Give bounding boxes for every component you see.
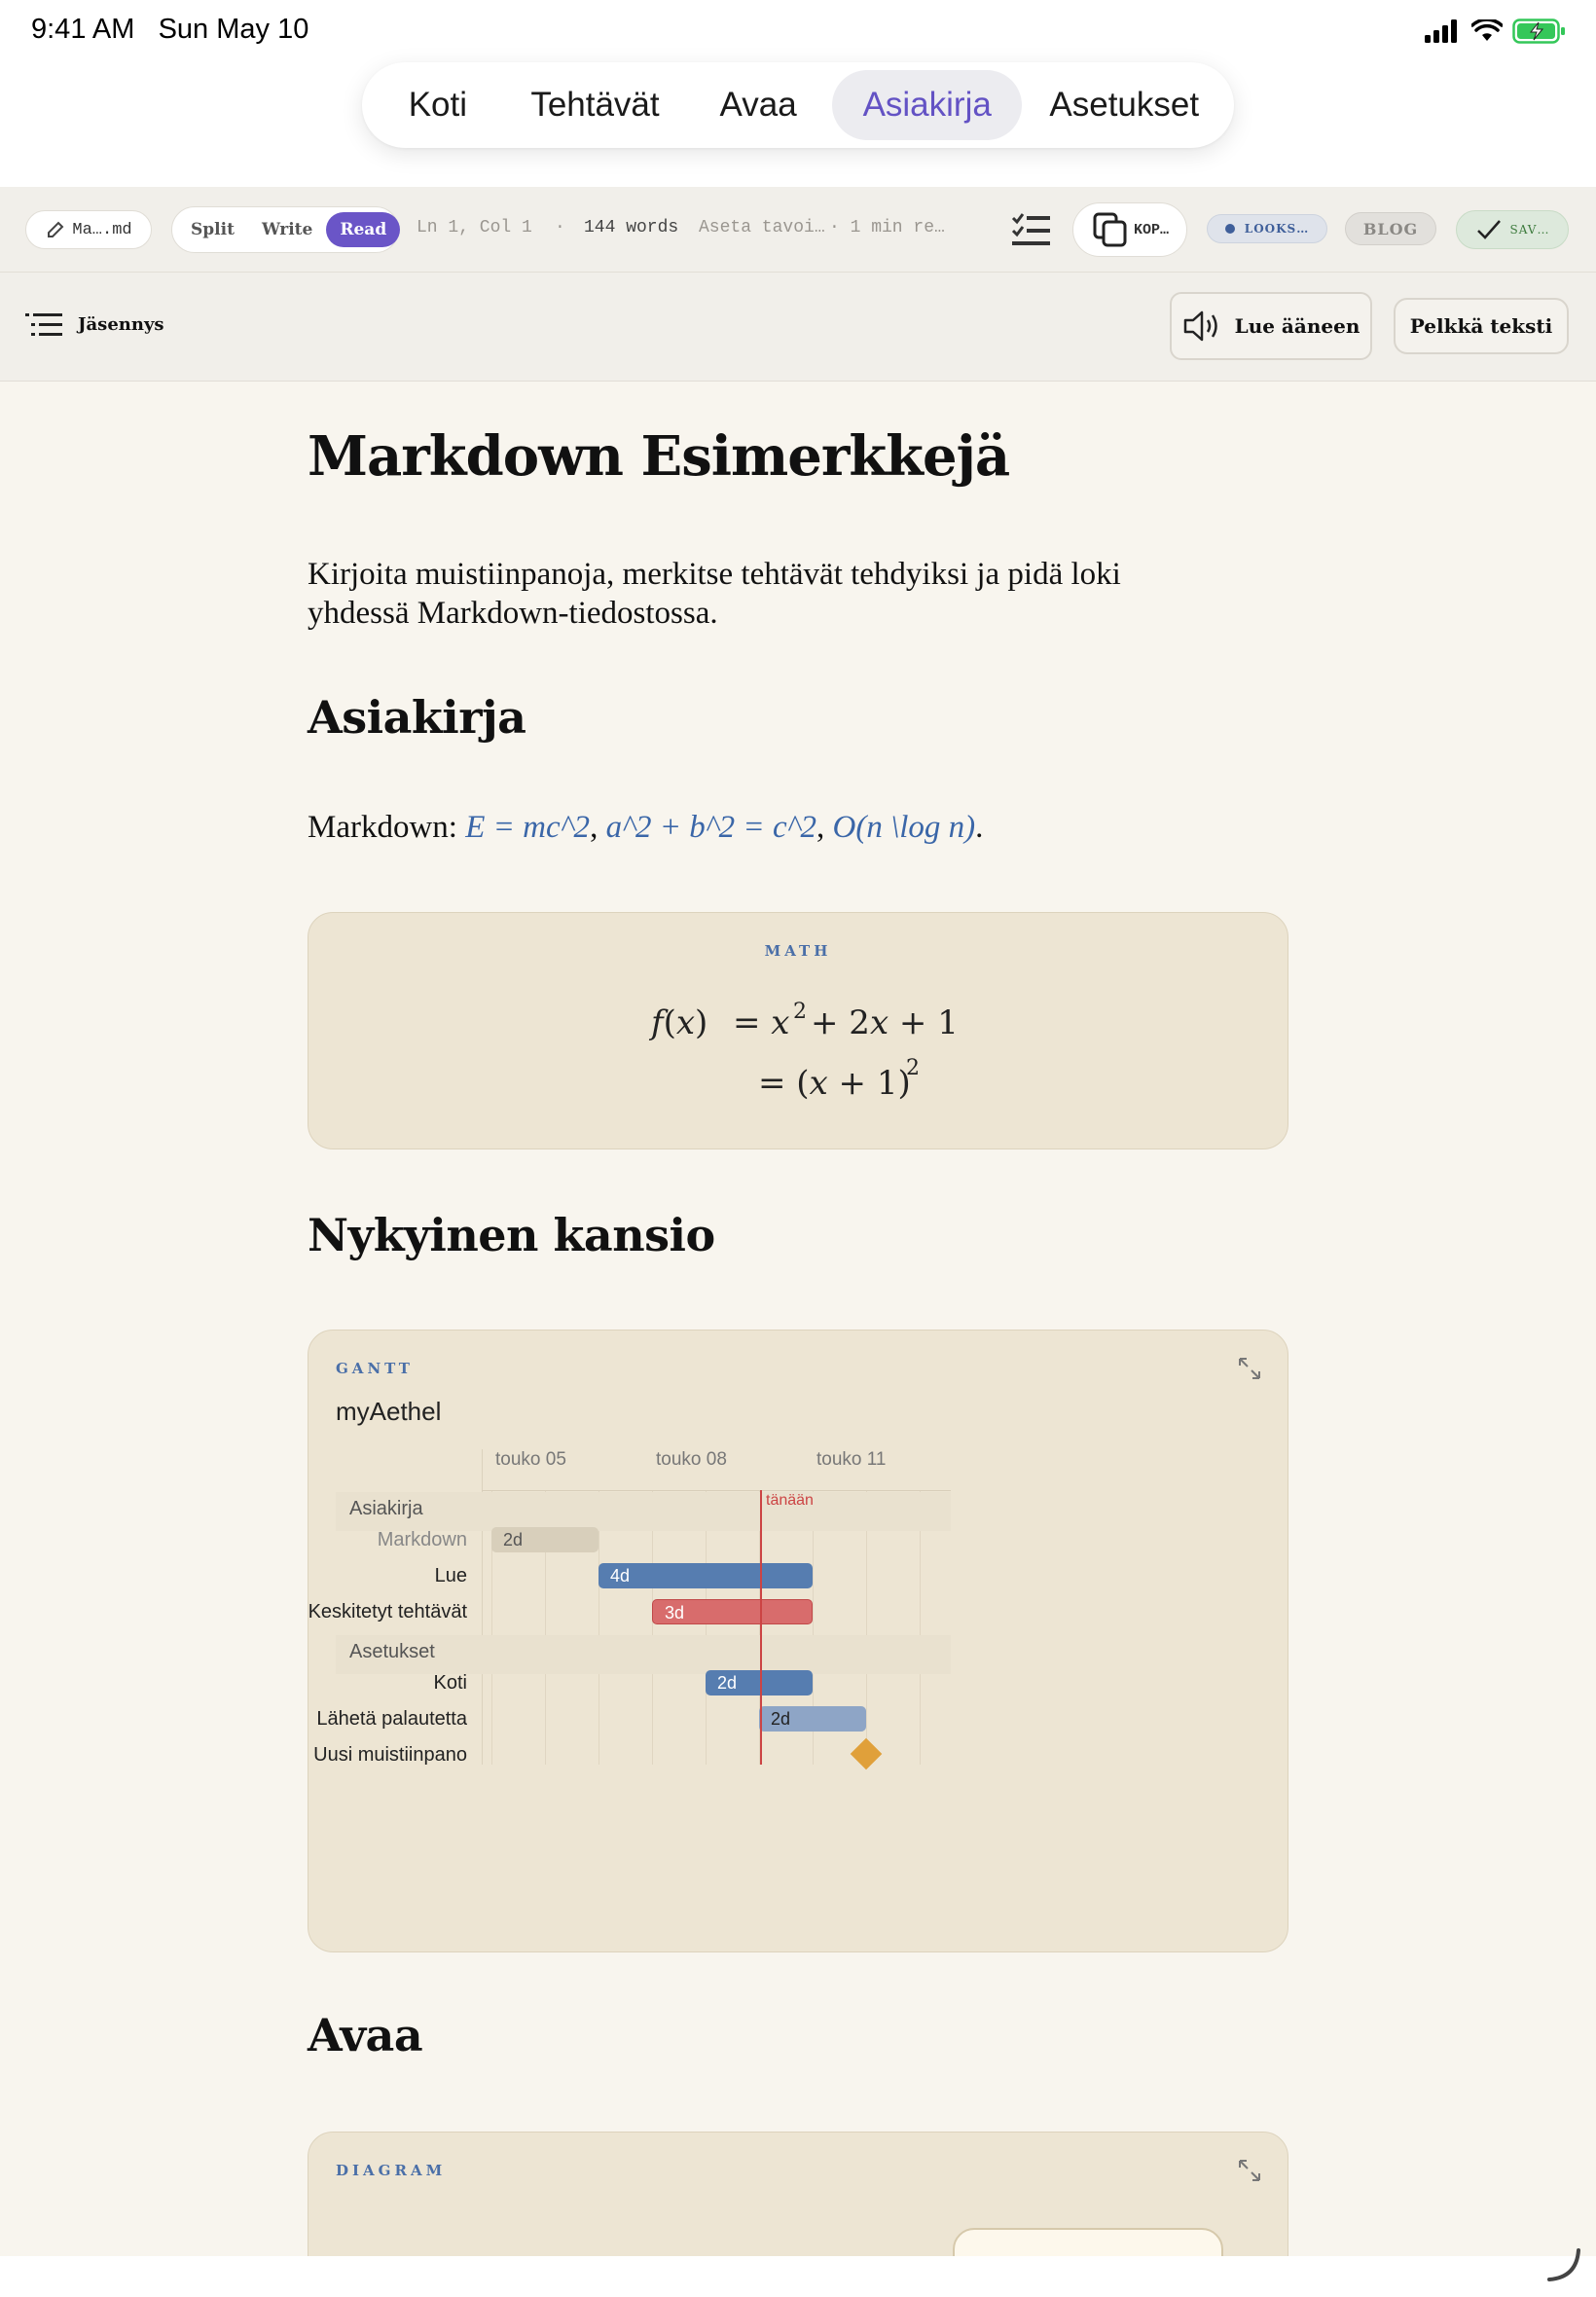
plain-text-button[interactable] [1394,298,1569,354]
diagram-card-label: DIAGRAM [336,2162,447,2179]
cursor-position: Ln 1, Col 1 [417,218,532,237]
copy-icon [1091,210,1130,249]
intro-line-1: Kirjoita muistiinpanoja, merkitse tehtävät tehdyiksi ja pidä loki [308,557,1121,592]
svg-text:+ 2x + 1: + 2x + 1 [811,1003,959,1042]
svg-text:2: 2 [906,1056,920,1080]
main-tab-bar [362,62,1234,148]
outline-list-icon[interactable] [25,311,64,341]
wifi-icon [1471,19,1503,43]
gantt-task-bar[interactable]: 3d [652,1599,813,1624]
gantt-task-bar[interactable]: 4d [598,1563,813,1588]
svg-text:= (x + 1): = (x + 1) [758,1064,911,1103]
tab-avaa[interactable]: Avaa [719,86,797,124]
word-goal-button[interactable]: Aseta tavoi… [699,218,825,237]
intro-paragraph [308,555,1281,633]
svg-text:f(x): f(x) [651,1003,708,1042]
separator: , [816,810,833,845]
separator: , [590,810,606,845]
blog-label: BLOG [1362,219,1419,238]
math-equation [639,983,970,1119]
gantt-axis-line [482,1490,951,1491]
resize-corner-icon [1545,2244,1584,2283]
speaker-icon [1182,309,1225,344]
cellular-signal-icon [1425,19,1462,43]
gantt-task-bar[interactable]: 2d [759,1706,866,1732]
gantt-milestone[interactable] [851,1738,883,1770]
gantt-task-label: Lue [434,1565,467,1586]
inline-math-paragraph [308,808,1281,847]
saved-status-button[interactable] [1456,210,1569,249]
clock-time: 9:41 AM [31,14,135,45]
looks-label: LOOKS… [1244,222,1310,236]
inline-math-1: E = mc^2 [465,810,591,845]
saved-label: SAV… [1509,223,1550,237]
read-aloud-label: Lue ääneen [1234,314,1360,338]
gantt-task-label: Uusi muistiinpano [313,1744,467,1766]
gantt-task-label: Keskitetyt tehtävät [308,1601,467,1622]
gantt-gridline [866,1490,867,1765]
gantt-group-row [336,1492,951,1531]
tab-koti[interactable]: Koti [408,86,467,124]
inline-math-2: a^2 + b^2 = c^2 [605,810,817,845]
gantt-axis-label: touko 05 [495,1449,566,1470]
mode-split-button[interactable]: Split [191,220,235,239]
svg-text:= x: = x [733,1003,790,1042]
status-icons [1425,16,1567,47]
gantt-gridline [652,1490,653,1765]
separator-dot: · [555,218,565,237]
mode-write-button[interactable]: Write [261,220,313,239]
heading-avaa: Avaa [308,2009,423,2061]
math-block-card [308,912,1288,1149]
gantt-task-label: Lähetä palautetta [316,1708,467,1730]
gantt-group-label: Asetukset [349,1641,435,1662]
gantt-task-label: Koti [433,1672,467,1694]
gantt-gridline [920,1490,921,1765]
gantt-card [308,1330,1288,1952]
top-nav-area [0,62,1596,187]
gantt-today-label: tänään [766,1492,814,1509]
mode-read-button[interactable]: Read [326,212,400,247]
read-aloud-button[interactable] [1170,292,1372,360]
read-time: · 1 min re… [829,218,945,237]
intro-line-2: yhdessä Markdown-tiedostossa. [308,596,718,631]
markdown-prefix: Markdown: [308,810,466,845]
doc-title: Markdown Esimerkkejä [308,424,1010,489]
gantt-task-bar[interactable]: 2d [491,1527,598,1552]
battery-charging-icon [1512,18,1567,45]
gantt-axis-label: touko 08 [656,1449,727,1470]
outline-toggle-label[interactable]: Jäsennys [78,314,164,335]
checkmark-icon [1475,218,1503,241]
copy-label: KOP… [1133,221,1169,238]
expand-icon[interactable] [1237,1356,1262,1381]
heading-nykyinen-kansio: Nykyinen kansio [308,1209,715,1261]
gantt-group-label: Asiakirja [349,1498,423,1519]
word-count: 144 words [584,218,679,237]
checklist-icon[interactable] [1010,210,1053,249]
blog-button[interactable] [1345,212,1436,245]
tab-asiakirja[interactable]: Asiakirja [832,70,1023,140]
gantt-chart [308,1449,1262,1924]
tab-asetukset[interactable]: Asetukset [1049,86,1200,124]
expand-icon[interactable] [1237,2158,1262,2183]
gantt-title: myAethel [336,1397,442,1426]
sentence-end: . [975,810,984,845]
pencil-icon [45,219,66,240]
svg-text:2: 2 [793,1000,807,1024]
copy-button[interactable] [1072,202,1187,257]
gantt-task-label: Markdown [377,1529,467,1550]
clock-date: Sun May 10 [158,14,309,45]
inline-math-3: O(n \log n) [832,810,976,845]
view-mode-segmented [171,206,399,253]
bottom-safe-area [0,2256,1596,2297]
gantt-today-line [760,1490,762,1765]
heading-asiakirja: Asiakirja [308,691,526,744]
file-name-button[interactable] [25,210,152,249]
status-bar [0,0,1596,62]
file-name-label: Ma….md [72,220,132,239]
math-card-label: MATH [764,942,832,960]
gantt-task-bar[interactable]: 2d [706,1670,813,1695]
gantt-gridline [706,1490,707,1765]
status-dot-icon [1225,224,1235,234]
looks-button[interactable] [1207,214,1327,243]
gantt-card-label: GANTT [336,1360,414,1377]
gantt-gridline [598,1490,599,1765]
plain-text-label: Pelkkä teksti [1409,314,1553,338]
status-time [31,14,308,46]
gantt-axis-label: touko 11 [816,1449,887,1470]
tab-tehtavat[interactable]: Tehtävät [530,86,660,124]
